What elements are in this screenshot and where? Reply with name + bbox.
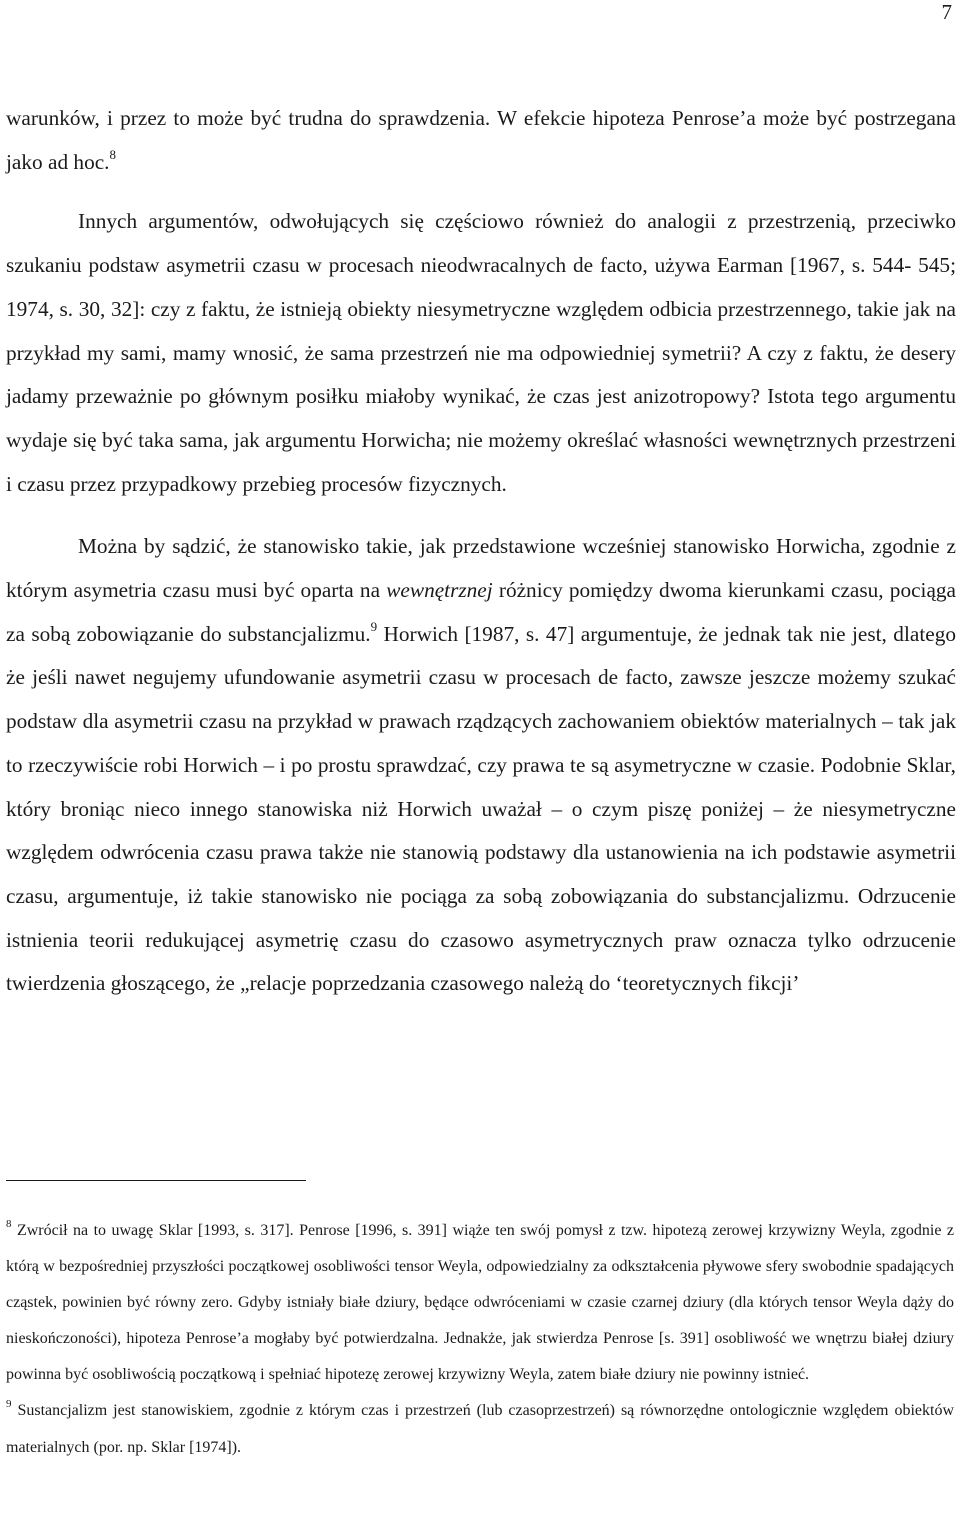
paragraph-earman: Innych argumentów, odwołujących się częściowo również do analogii z przestrzenią, przeciwko szukaniu podstaw asymetrii czasu w procesach nieodwracalnych de facto, używa Earman [1967, s. 544- 545; 1974, s. 30, 32]: czy z faktu, że istnieją obiekty niesymetryczne względem odbicia przestrzennego, takie jak na przykład my sami, mamy wnosić, że sama przestrzeń nie ma odpowiedniej symetrii? A czy z faktu, że desery jadamy przeważnie po głównym posiłku miałoby wynikać, że czas jest anizotropowy? Istota tego argumentu wydaje się być taka sama, jak argumentu Horwicha; nie możemy określać własności wewnętrznych przestrzeni i czasu przez przypadkowy przebieg procesów fizycznych. bbox=[6, 209, 956, 496]
footnote-text: Zwrócił na to uwagę Sklar [1993, s. 317]. Penrose [1996, s. 391] wiąże ten swój pomysł z tzw. hipotezą zerowej krzywizny Weyla, zgodnie z którą w bezpośredniej przyszłości początkowej osobliwości tensor Weyla, odpowiedzialny za odkształcenia pływowe sfery swobodnie spadających cząstek, powinien być równy zero. Gdyby istniały białe dziury, będące odwróceniami w czasie czarnej dziury (dla których tensor Weyla dąży do nieskończoności), hipoteza Penrose’a mogłaby być potwierdzalna. Jednakże, jak stwierdza Penrose [s. 391] osobliwość we wnętrzu białej dziury powinna być osobliwością początkową i spełniać hipotezę zerowej krzywizny Weyla, zatem białe dziury nie powinny istnieć. bbox=[6, 1222, 955, 1384]
body-text bbox=[6, 97, 956, 1006]
footnote-8 bbox=[6, 1213, 954, 1393]
footnote-text: Sustancjalizm jest stanowiskiem, zgodnie z którym czas i przestrzeń (lub czasoprzestrzeń) są równorzędne ontologicznie względem obiektów materialnych (por. np. Sklar [1974]). bbox=[6, 1402, 954, 1456]
footnote-9 bbox=[6, 1393, 954, 1465]
emphasis-text: wewnętrznej bbox=[386, 578, 493, 603]
footnote-ref-8: 8 bbox=[109, 146, 116, 162]
footnote-ref-9: 9 bbox=[370, 618, 378, 634]
paragraph-text: Można by sądzić, że stanowisko takie, jak przedstawione wcześniej stanowisko Horwicha, zgodnie z którym asymetria czasu musi być oparta na bbox=[6, 534, 956, 603]
footnotes bbox=[6, 1213, 954, 1466]
page-number: 7 bbox=[941, 0, 952, 24]
paragraph-text: warunków, i przez to może być trudna do sprawdzenia. W efekcie hipoteza Penrose’a może być postrzegana jako ad hoc. bbox=[6, 106, 956, 174]
footnote-number: 8 bbox=[6, 1218, 12, 1230]
paragraph-continued bbox=[6, 97, 956, 184]
paragraph-text: Horwich [1987, s. 47] argumentuje, że jednak tak nie jest, dlatego że jeśli nawet negujemy ufundowanie asymetrii czasu w procesach de facto, zawsze jeszcze możemy szukać podstaw dla asymetrii czasu na przykład w prawach rządzących zachowaniem obiektów materialnych – tak jak to rzeczywiście robi Horwich – i po prostu sprawdzać, czy prawa te są asymetryczne w czasie. Podobnie Sklar, który broniąc nieco innego stanowiska niż Horwich uważał – o czym piszę poniżej – że niesymetryczne względem odwrócenia czasu prawa także nie stanowią podstawy dla ustanowienia na ich podstawie asymetrii czasu, argumentuje, iż takie stanowisko nie pociąga za sobą zobowiązania do substancjalizmu. Odrzucenie istnienia teorii redukującej asymetrię czasu do czasowo asymetrycznych praw oznacza tylko odrzucenie twierdzenia głoszącego, że „relacje poprzedzania czasowego należą do ‘teoretycznych fikcji’ bbox=[6, 621, 956, 996]
footnote-number: 9 bbox=[6, 1398, 12, 1411]
paragraph-horwich bbox=[6, 525, 956, 1006]
paragraph-text: różnicy pomiędzy dwoma kierunkami czasu, pociąga za sobą zobowiązanie do substancjalizmu. bbox=[6, 578, 957, 646]
footnote-separator bbox=[6, 1180, 306, 1181]
